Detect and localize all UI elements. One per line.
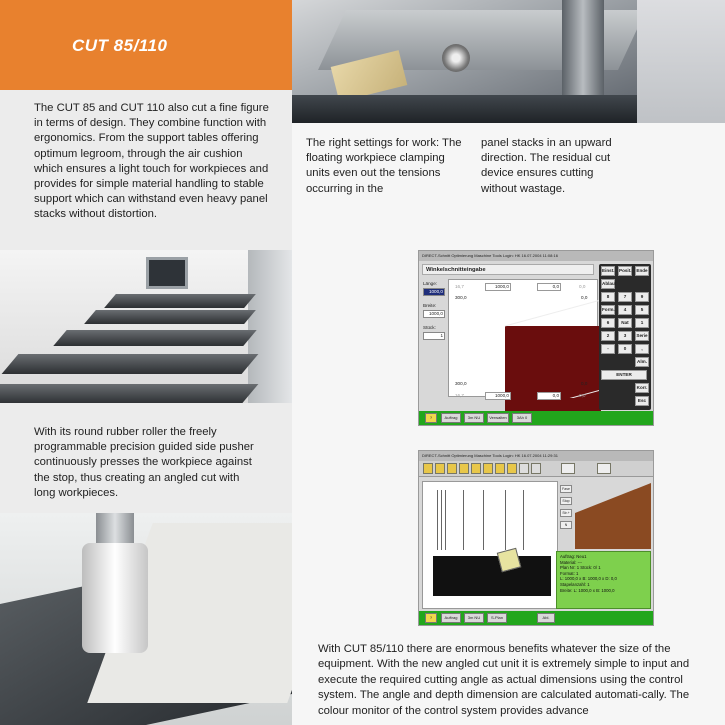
info-line: Breite: L: 1000,0 x B: 1000,0 bbox=[560, 587, 615, 593]
top-offset-field[interactable]: 0,0 bbox=[537, 283, 561, 291]
length-input[interactable]: 1000,0 bbox=[423, 288, 445, 296]
tool-icon[interactable] bbox=[447, 463, 457, 474]
key-form[interactable]: Form. bbox=[601, 305, 615, 315]
manage-button[interactable]: Verwalten bbox=[487, 413, 509, 423]
width-label: Breite: bbox=[423, 303, 437, 308]
side-pusher-photo bbox=[0, 513, 292, 725]
key-4[interactable]: 4 bbox=[618, 305, 632, 315]
caption-settings-col-a: The right settings for work: The floating workpiece clamping units even out the tensions occurring in the bbox=[306, 137, 462, 195]
key-0[interactable]: 0 bbox=[618, 344, 632, 354]
cut-lines bbox=[449, 280, 599, 398]
key-korr[interactable]: Korr. bbox=[635, 383, 649, 393]
quantity-input[interactable]: 1 bbox=[423, 332, 445, 340]
zoom-out-icon[interactable] bbox=[597, 463, 611, 474]
tool-icon[interactable] bbox=[435, 463, 445, 474]
screen1-extra-button[interactable]: 3Ah 0 bbox=[512, 413, 532, 423]
key-esc[interactable]: Esc bbox=[635, 396, 649, 406]
info-line: L: 1000,0 x B: 1000,0 x D: 0,0 bbox=[560, 576, 617, 582]
key-ende[interactable]: Ende bbox=[635, 266, 649, 276]
right-bottom-value: 0,0 bbox=[581, 381, 588, 386]
order-button[interactable]: Auftrag bbox=[441, 413, 461, 423]
key-einst[interactable]: Einst. bbox=[601, 266, 615, 276]
bottom-length-field[interactable]: 1000,0 bbox=[485, 392, 511, 400]
bottom-far-right-value: 0,0 bbox=[579, 393, 586, 398]
info-line: Stapelanzahl: 1 bbox=[560, 581, 590, 587]
key-minus[interactable]: - bbox=[601, 344, 615, 354]
screen1-button-bar bbox=[419, 411, 653, 425]
top-angle-small: 16,7 bbox=[455, 284, 464, 289]
support-tables-photo bbox=[0, 250, 292, 403]
tool-icon[interactable] bbox=[495, 463, 505, 474]
side-button-n[interactable]: N bbox=[560, 521, 572, 529]
key-ablauf[interactable]: Ablauf bbox=[601, 279, 615, 289]
key-alm[interactable]: Alm. bbox=[635, 357, 649, 367]
info-line: Auftrag: Neu1 bbox=[560, 554, 587, 559]
screen2-toolbar bbox=[419, 461, 653, 477]
help-button[interactable]: ? bbox=[425, 613, 437, 623]
caption-settings-col-b: panel stacks in an upward direction. The residual cut device ensures cutting without wastage. bbox=[481, 137, 612, 195]
left-side-value: 300,0 bbox=[455, 295, 467, 300]
screen2-button-bar bbox=[419, 611, 653, 625]
left-bottom-value: 300,0 bbox=[455, 381, 467, 386]
screen1-titlebar: DIRECT-Schnitt Optimierung Maschine Tools Login: HK 16.07.2004 11:08:16 bbox=[419, 251, 653, 261]
side-button-fase[interactable]: Fase bbox=[560, 485, 572, 493]
key-comma[interactable]: , bbox=[635, 344, 649, 354]
key-9[interactable]: 9 bbox=[635, 292, 649, 302]
quantity-label: Stück: bbox=[423, 325, 436, 330]
order-button[interactable]: Auftrag bbox=[441, 613, 461, 623]
screen1-heading: Winkelschnitteingabe bbox=[422, 264, 594, 275]
key-2[interactable]: 2 bbox=[601, 331, 615, 341]
tool-icon[interactable] bbox=[459, 463, 469, 474]
panel-stack bbox=[433, 556, 551, 596]
body-paragraph: With CUT 85/110 there are enormous benefits whatever the size of the equipment. With the new angled cut unit it is extremely simple to input and execute the required cutting angle as actual dimensions using the control system. The angle and depth dimension are calculated automati-cally. The colour monitor of the control system provides advance bbox=[318, 643, 690, 717]
tool-icon[interactable] bbox=[483, 463, 493, 474]
key-5[interactable]: 5 bbox=[635, 305, 649, 315]
numeric-keypad bbox=[599, 264, 651, 410]
tool-icon[interactable] bbox=[471, 463, 481, 474]
page-title: CUT 85/110 bbox=[72, 36, 168, 55]
info-line: Plan Nr: 1 Stück: 0/ 1 bbox=[560, 565, 601, 571]
plan-button[interactable]: S-Plan bbox=[487, 613, 507, 623]
key-7[interactable]: 7 bbox=[618, 292, 632, 302]
right-side-value: 0,0 bbox=[581, 295, 588, 300]
angle-cut-input-screen bbox=[418, 250, 654, 426]
tool-icon[interactable] bbox=[531, 463, 541, 474]
photo-strip bbox=[637, 0, 725, 123]
key-3[interactable]: 3 bbox=[618, 331, 632, 341]
header-band bbox=[0, 0, 292, 90]
top-far-right-value: 0,0 bbox=[579, 284, 586, 289]
info-line: Format: 1 bbox=[560, 570, 579, 576]
key-8[interactable]: 8 bbox=[601, 292, 615, 302]
machine-view bbox=[422, 481, 558, 609]
screen2-titlebar: DIRECT-Schnitt Optimierung Maschine Tools Login: HK 16.07.2004 11:29:31 bbox=[419, 451, 653, 461]
cut-panel-preview bbox=[575, 481, 651, 551]
run-button[interactable]: Abl. bbox=[537, 613, 555, 623]
side-button-stop[interactable]: Stop bbox=[560, 497, 572, 505]
info-line: Material: --- bbox=[560, 559, 582, 565]
tool-icon[interactable] bbox=[519, 463, 529, 474]
bottom-angle-small: 16,7 bbox=[455, 393, 464, 398]
angle-cut-workarea bbox=[448, 279, 598, 397]
key-serie[interactable]: Serie bbox=[635, 331, 649, 341]
bottom-offset-field[interactable]: 0,0 bbox=[537, 392, 561, 400]
key-1[interactable]: 1 bbox=[635, 318, 649, 328]
intro-paragraph: The CUT 85 and CUT 110 also cut a fine figure in terms of design. They combine function with ergonomics. From the support tables offering optimum legroom, through the air cushion which ensures a light touch for workpieces and provides for simple material handling to stable support which can withstand even heavy panel stacks without distortion. bbox=[34, 102, 269, 221]
clamping-unit-photo bbox=[292, 0, 637, 123]
zoom-in-icon[interactable] bbox=[561, 463, 575, 474]
length-label: Länge: bbox=[423, 281, 438, 286]
caption-pusher: With its round rubber roller the freely programmable precision guided side pusher continuously presses the workpiece against the stop, thus creating an angled cut with long workpieces. bbox=[34, 426, 254, 499]
new-button[interactable]: 3m NU bbox=[464, 613, 484, 623]
key-posit[interactable]: Posit. bbox=[618, 266, 632, 276]
cutting-plan-screen bbox=[418, 450, 654, 626]
help-button[interactable]: ? bbox=[425, 413, 437, 423]
new-button[interactable]: 3m NU bbox=[464, 413, 484, 423]
top-length-field[interactable]: 1000,0 bbox=[485, 283, 511, 291]
key-nat[interactable]: Nat bbox=[618, 318, 632, 328]
side-button-str[interactable]: Str.+ bbox=[560, 509, 572, 517]
key-enter[interactable]: ENTER bbox=[601, 370, 647, 380]
width-input[interactable]: 1000,0 bbox=[423, 310, 445, 318]
tool-icon[interactable] bbox=[507, 463, 517, 474]
order-info-panel bbox=[556, 551, 651, 609]
tool-icon[interactable] bbox=[423, 463, 433, 474]
key-6[interactable]: 6 bbox=[601, 318, 615, 328]
